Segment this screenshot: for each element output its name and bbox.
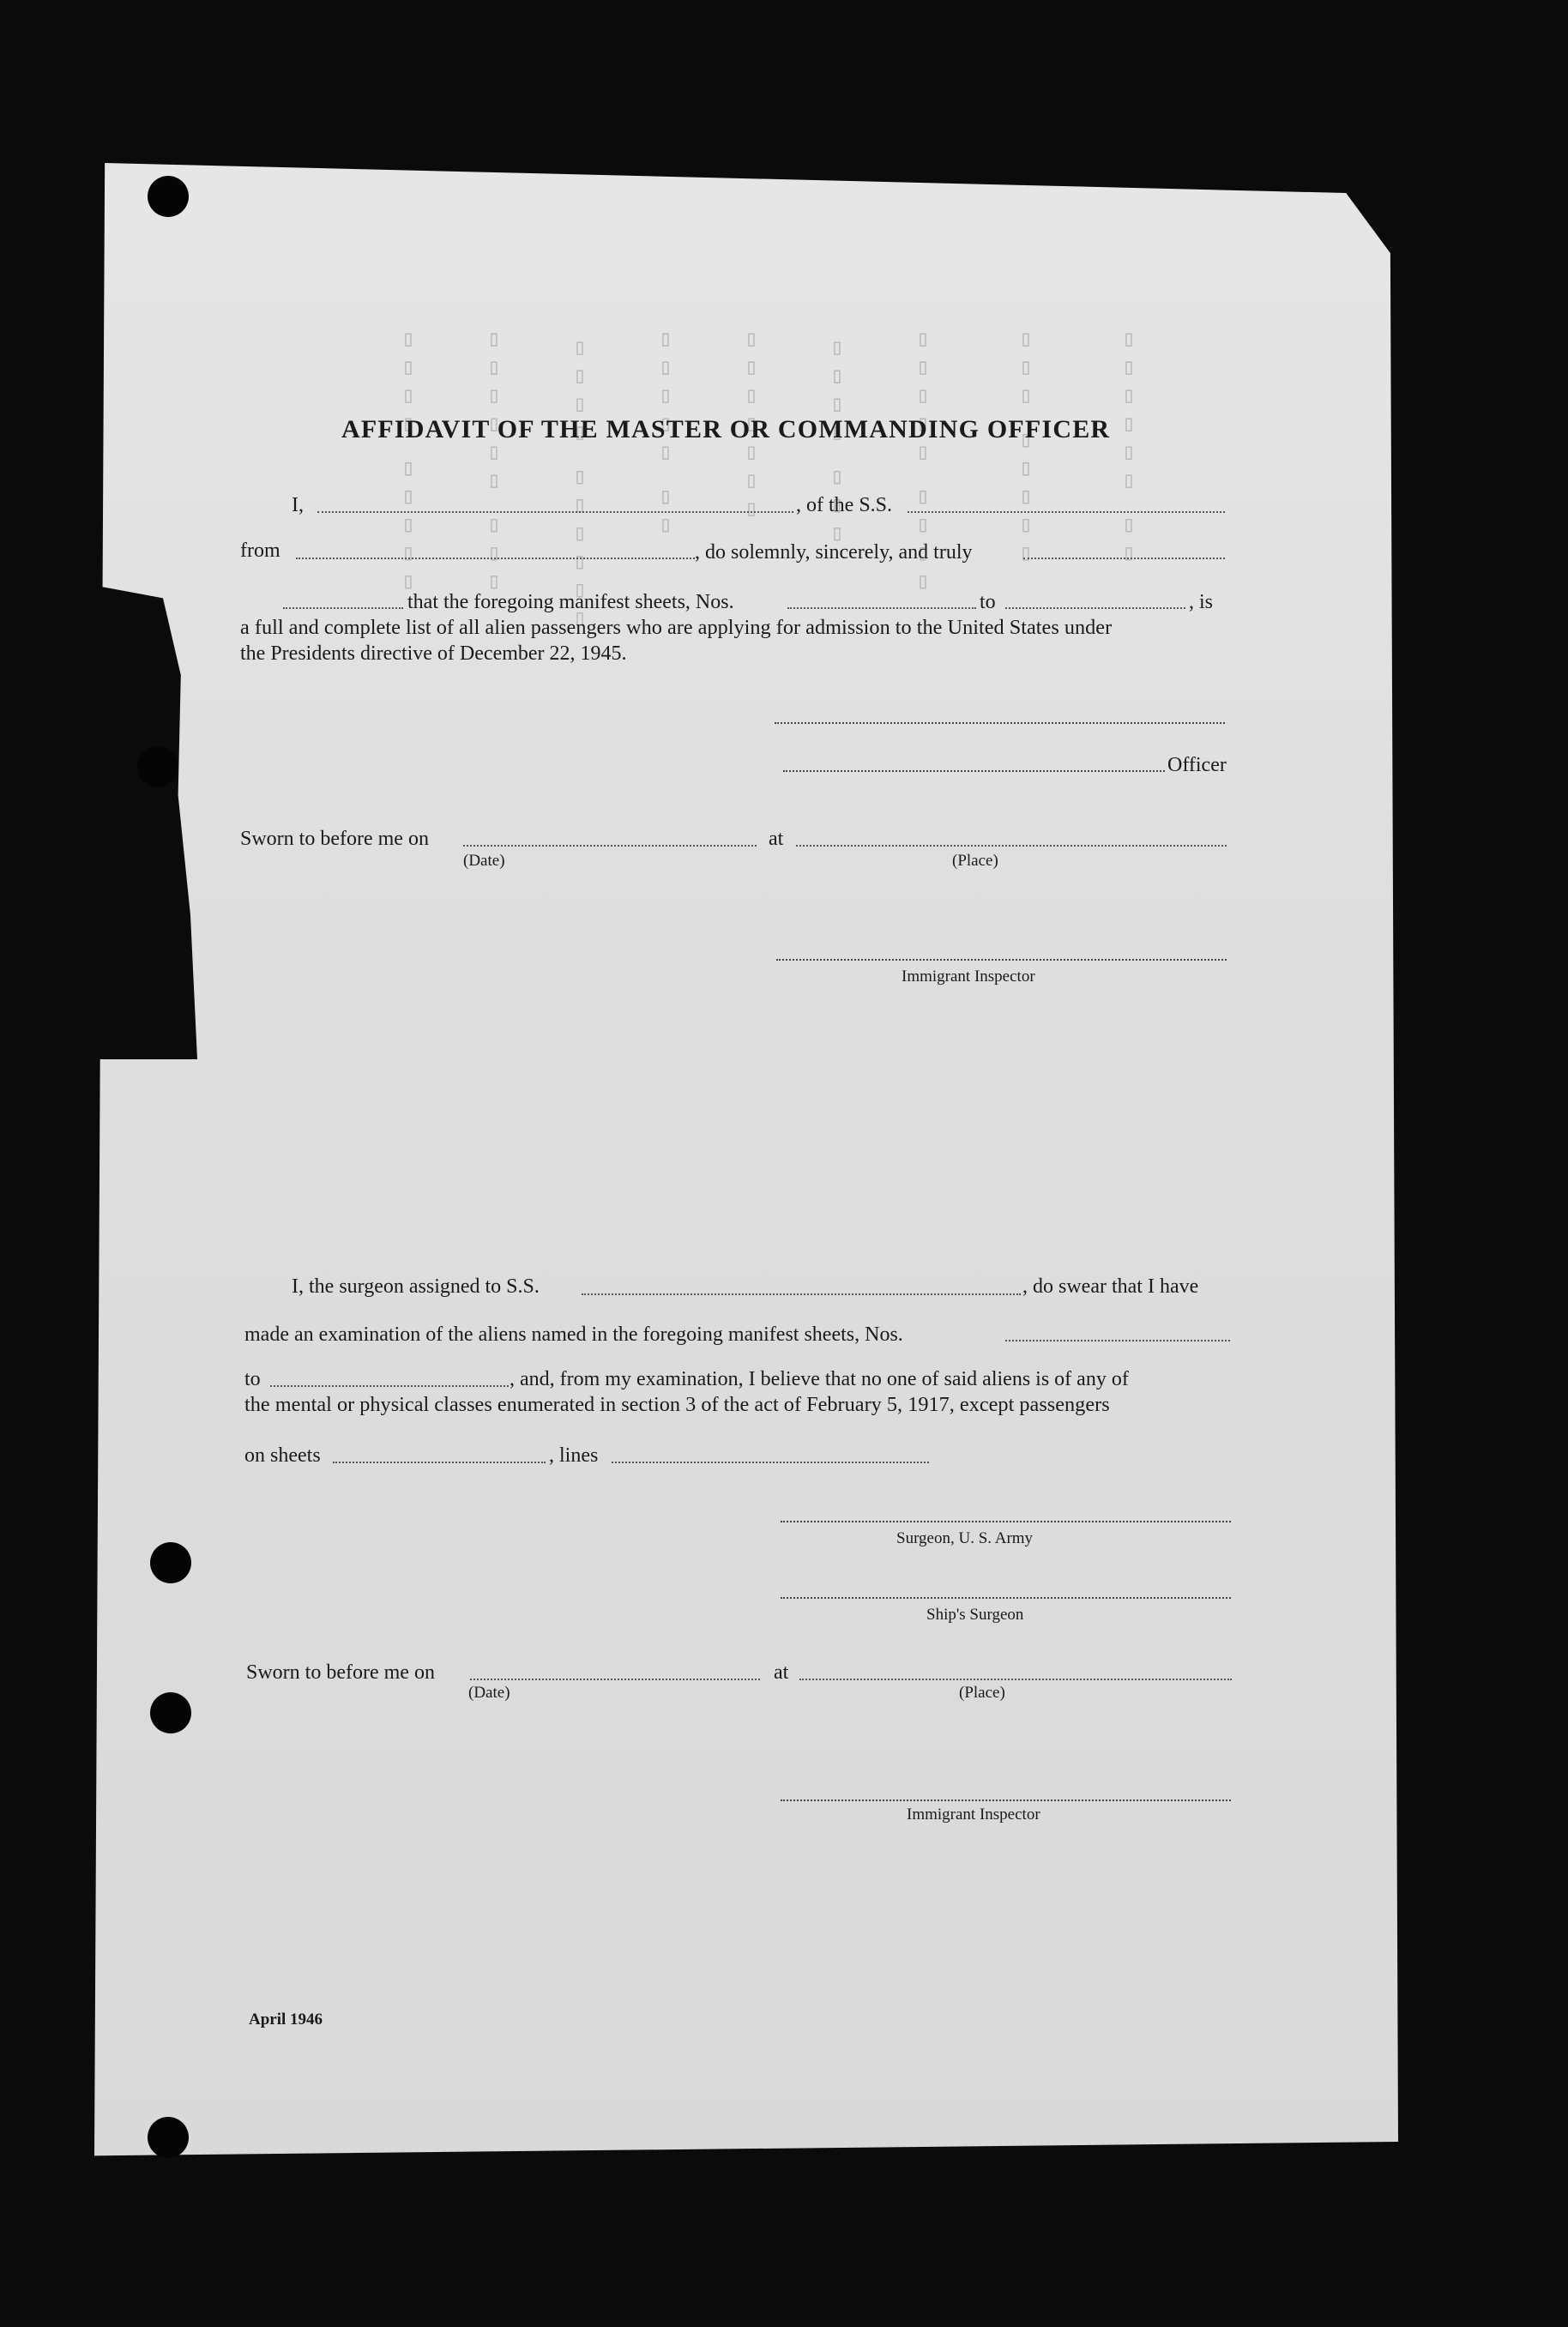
- officer-signature-line[interactable]: [783, 770, 1165, 772]
- on-sheets-label: on sheets: [244, 1444, 321, 1467]
- i-label: I,: [292, 494, 304, 516]
- oath-blank-field[interactable]: [283, 607, 403, 609]
- punch-hole: [137, 746, 178, 787]
- surgeon-line-4: the mental or physical classes enumerated in section 3 of the act of February 5, 1917, except passengers: [244, 1393, 1110, 1416]
- truly-field[interactable]: [1023, 558, 1225, 559]
- bleed-through-text: ▯▯▯▯ ▯▯▯▯▯▯: [566, 335, 592, 634]
- inspector-signature-line[interactable]: [776, 959, 1227, 961]
- place-caption: (Place): [952, 852, 998, 870]
- body-line-4: the Presidents directive of December 22, 1945.: [240, 642, 627, 665]
- surgeon-line-3: , and, from my examination, I believe that no one of said aliens is of any of: [510, 1368, 1129, 1390]
- ship-surgeon-signature-line[interactable]: [781, 1597, 1231, 1599]
- except-lines-field[interactable]: [612, 1462, 929, 1463]
- punch-hole: [150, 1542, 191, 1583]
- punch-hole: [148, 176, 189, 217]
- lines-label: , lines: [549, 1444, 599, 1467]
- of-ss-label: , of the S.S.: [796, 494, 893, 516]
- sworn-label: Sworn to before me on: [240, 828, 429, 850]
- form-title: AFFIDAVIT OF THE MASTER OR COMMANDING OFFICER: [341, 415, 1111, 443]
- surgeon-sheet-from-field[interactable]: [1005, 1340, 1230, 1341]
- master-name-field[interactable]: [317, 511, 793, 513]
- manifest-sheets-text: that the foregoing manifest sheets, Nos.: [407, 591, 734, 613]
- surgeon-to-label: to: [244, 1368, 261, 1390]
- sworn-date-field[interactable]: [463, 845, 757, 847]
- from-port-field[interactable]: [296, 558, 695, 559]
- inspector-caption: Immigrant Inspector: [902, 968, 1035, 986]
- surgeon-date-caption: (Date): [468, 1684, 510, 1702]
- surgeon-sworn-date-field[interactable]: [470, 1679, 760, 1680]
- date-caption: (Date): [463, 852, 505, 870]
- bleed-through-text: ▯▯▯▯ ▯▯▯: [823, 335, 849, 549]
- punch-hole: [148, 2117, 189, 2158]
- to-label: to: [980, 591, 996, 613]
- surgeon-sworn-label: Sworn to before me on: [246, 1661, 435, 1684]
- sworn-place-field[interactable]: [796, 845, 1227, 847]
- from-label: from: [240, 540, 280, 562]
- master-signature-line[interactable]: [775, 722, 1225, 724]
- bleed-through-text: ▯▯▯▯ ▯▯▯▯▯: [395, 326, 420, 597]
- bleed-through-text: ▯▯▯▯▯ ▯▯: [652, 326, 678, 540]
- except-sheets-field[interactable]: [333, 1462, 546, 1463]
- officer-label: Officer: [1167, 754, 1227, 776]
- surgeon-ship-field[interactable]: [582, 1293, 1021, 1295]
- bleed-through-text: ▯▯▯▯▯▯ ▯▯▯: [480, 326, 506, 597]
- surgeon-place-caption: (Place): [959, 1684, 1005, 1702]
- army-surgeon-signature-line[interactable]: [781, 1521, 1231, 1522]
- is-text: , is: [1189, 591, 1214, 613]
- punch-hole: [150, 1692, 191, 1733]
- bleed-through-text: ▯▯▯ ▯▯▯▯▯: [1012, 326, 1038, 569]
- ship-surgeon-caption: Ship's Surgeon: [926, 1606, 1024, 1624]
- swear-text: , do swear that I have: [1022, 1275, 1199, 1298]
- bleed-through-text: ▯▯▯▯▯▯▯: [738, 326, 763, 524]
- bleed-through-text: ▯▯▯▯▯▯ ▯▯: [1115, 326, 1141, 569]
- form-date: April 1946: [249, 2011, 323, 2029]
- body-line-3: a full and complete list of all alien passengers who are applying for admission to the United States under: [240, 616, 1113, 639]
- ship-name-field[interactable]: [908, 511, 1225, 513]
- surgeon-inspector-caption: Immigrant Inspector: [907, 1806, 1040, 1824]
- sheet-to-field[interactable]: [1005, 607, 1185, 609]
- bleed-through-text: ▯▯▯▯▯ ▯▯▯▯: [909, 326, 935, 597]
- at-label: at: [769, 828, 784, 850]
- sheet-from-field[interactable]: [787, 607, 976, 609]
- surgeon-line-1: I, the surgeon assigned to S.S.: [292, 1275, 540, 1298]
- surgeon-at-label: at: [774, 1661, 789, 1684]
- surgeon-line-2: made an examination of the aliens named in the foregoing manifest sheets, Nos.: [244, 1323, 903, 1346]
- surgeon-inspector-signature-line[interactable]: [781, 1800, 1231, 1801]
- surgeon-sworn-place-field[interactable]: [799, 1679, 1232, 1680]
- solemnly-text: , do solemnly, sincerely, and truly: [695, 541, 973, 564]
- army-surgeon-caption: Surgeon, U. S. Army: [896, 1529, 1034, 1547]
- surgeon-sheet-to-field[interactable]: [270, 1385, 509, 1387]
